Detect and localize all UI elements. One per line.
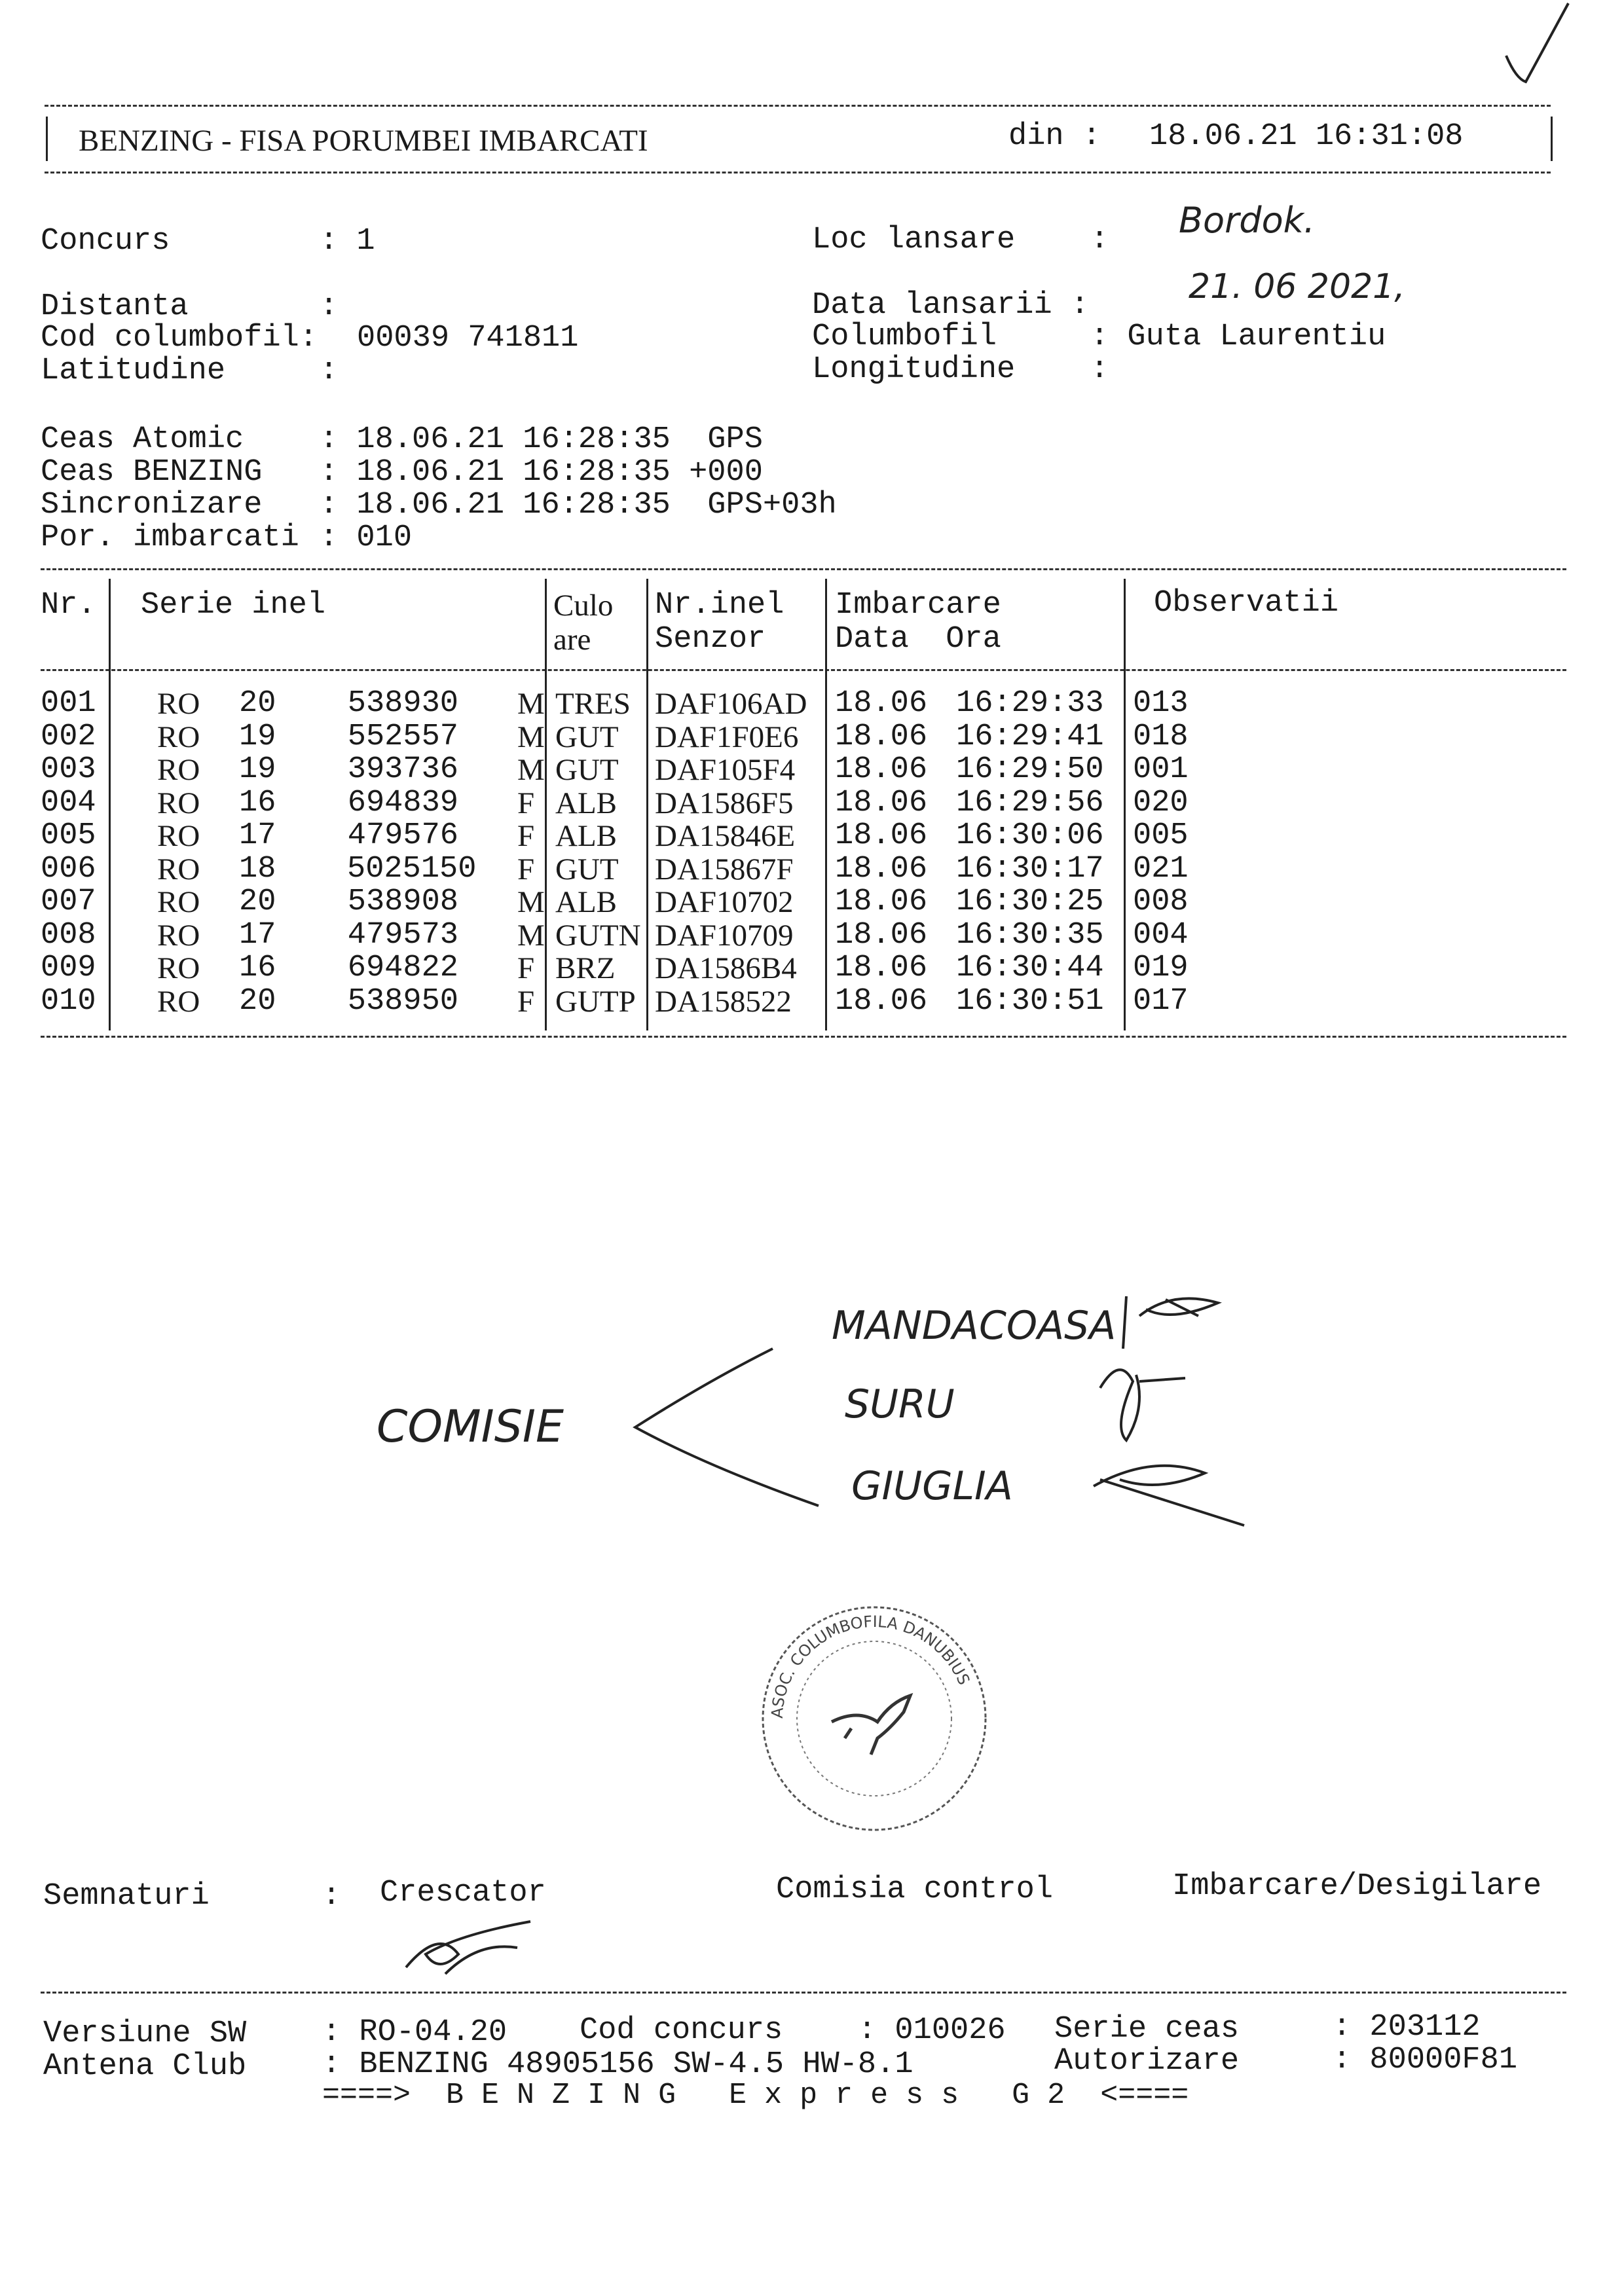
concurs-label: Concurs [41,224,170,259]
cell-time: 16:30:06 [956,818,1104,853]
cell-year: 20 [239,983,276,1019]
signature-scribbles [1022,1277,1283,1539]
col-header-culoare-2: are [553,623,591,657]
cell-ring: 694822 [347,951,458,985]
cell-color: GUT [555,852,619,886]
cell-obs: 019 [1133,951,1189,985]
distanta-label: Distanta [41,289,189,324]
association-stamp [753,1597,995,1840]
cell-sensor: DA158522 [655,984,792,1019]
cell-sex: M [517,753,545,787]
cell-date: 18.06 [835,719,928,754]
cell-obs: 017 [1133,983,1189,1019]
cell-sensor: DAF105F4 [655,753,796,787]
cell-sensor: DA15867F [655,852,794,886]
cell-color: GUTP [555,984,636,1019]
cell-country: RO [157,918,200,953]
cell-country: RO [157,720,200,754]
cell-year: 18 [239,851,276,886]
cell-date: 18.06 [835,818,928,853]
cell-time: 16:30:25 [956,884,1104,919]
cell-sex: M [517,885,545,919]
cell-country: RO [157,819,200,853]
cell-sex: M [517,687,545,721]
cell-time: 16:29:41 [956,719,1104,754]
cell-time: 16:29:50 [956,752,1104,787]
col-header-observatii: Observatii [1154,586,1339,621]
cell-time: 16:30:51 [956,983,1104,1019]
handwritten-name: GIUGLIA [851,1463,1013,1509]
data-lansarii-label: Data lansarii : [812,288,1090,323]
cell-nr: 009 [41,951,96,985]
cell-year: 19 [239,719,276,754]
cod-concurs-label: Cod concurs [580,2013,783,2048]
table-header-bottom-border [41,669,1566,671]
cell-time: 16:29:33 [956,686,1104,721]
cell-sex: M [517,918,545,953]
concurs-value: : 1 [320,224,375,259]
cell-sex: F [517,984,535,1019]
cell-obs: 008 [1133,884,1189,919]
latitudine-label: Latitudine [41,354,226,388]
cell-ring: 552557 [347,719,458,754]
distanta-value: : [320,289,339,324]
cell-nr: 006 [41,851,96,886]
cell-year: 19 [239,752,276,787]
col-header-serie: Serie inel [141,588,326,623]
loc-lansare-colon: : [1090,223,1109,257]
cell-date: 18.06 [835,851,928,886]
handwritten-name: MANDACOASA [832,1303,1116,1349]
cell-year: 20 [239,884,276,919]
cell-color: BRZ [555,951,616,985]
cell-nr: 004 [41,785,96,820]
cell-color: ALB [555,819,617,853]
cell-country: RO [157,951,200,985]
cell-color: ALB [555,885,617,919]
cell-nr: 007 [41,884,96,919]
loc-lansare-handwritten: Bordok. [1179,200,1316,241]
crescator-signature [399,1915,544,1987]
col-header-nr: Nr. [41,588,96,623]
cell-country: RO [157,984,200,1019]
clock-value: : 18.06.21 16:28:35 GPS+03h [320,488,837,522]
longitudine-label: Longitudine [812,352,1016,387]
bracket-arrow-icon [629,1322,825,1532]
col-header-culoare-1: Culo [553,589,614,623]
cell-nr: 005 [41,818,96,853]
cell-ring: 538950 [347,983,458,1019]
cell-ring: 538930 [347,686,458,721]
cell-ring: 538908 [347,884,458,919]
column-divider [545,579,547,1030]
checkmark-icon [1486,0,1578,92]
cell-sensor: DAF10702 [655,885,794,919]
serie-ceas-label: Serie ceas [1054,2012,1240,2047]
clock-label: Sincronizare [41,488,263,522]
col-header-imbarcare-2: Data Ora [835,622,1001,657]
cell-year: 20 [239,686,276,721]
footer-divider [41,1992,1566,1994]
cell-color: GUTN [555,918,641,953]
cell-date: 18.06 [835,917,928,953]
header-title: BENZING - FISA PORUMBEI IMBARCATI [79,124,648,158]
cell-date: 18.06 [835,752,928,787]
cell-obs: 018 [1133,719,1189,754]
column-divider [109,579,111,1030]
signature-imbarcare: Imbarcare/Desigilare [1172,1869,1542,1904]
cell-obs: 013 [1133,686,1189,721]
cell-sensor: DAF106AD [655,687,807,721]
header-left-border [46,117,48,161]
cell-date: 18.06 [835,686,928,721]
cell-year: 17 [239,818,276,853]
column-divider [646,579,648,1030]
cell-ring: 479573 [347,917,458,953]
cell-obs: 020 [1133,785,1189,820]
signature-comisia: Comisia control [776,1872,1054,1907]
cell-time: 16:30:17 [956,851,1104,886]
cell-country: RO [157,885,200,919]
latitudine-value: : [320,354,339,388]
cell-ring: 5025150 [347,851,477,886]
por-imbarcati-value: : 010 [320,520,413,555]
cell-time: 16:30:35 [956,917,1104,953]
cell-year: 16 [239,951,276,985]
autorizare-label: Autorizare [1054,2044,1240,2079]
longitudine-value: : [1090,352,1109,387]
cell-nr: 002 [41,719,96,754]
columbofil-value: : Guta Laurentiu [1090,319,1386,354]
signatures-label: Semnaturi [43,1879,210,1914]
cell-time: 16:30:44 [956,951,1104,985]
cod-columbofil-value: 00039 741811 [357,321,579,355]
cell-time: 16:29:56 [956,785,1104,820]
header-din-label: din : [1008,119,1101,154]
clock-label: Ceas BENZING [41,455,263,490]
cell-obs: 005 [1133,818,1189,853]
cell-country: RO [157,852,200,886]
handwritten-comisie: COMISIE [377,1401,564,1453]
cell-nr: 003 [41,752,96,787]
cell-obs: 004 [1133,917,1189,953]
cell-year: 17 [239,917,276,953]
cell-country: RO [157,786,200,820]
data-lansarii-handwritten: 21. 06 2021, [1189,267,1405,306]
cell-sex: F [517,819,535,853]
cell-ring: 479576 [347,818,458,853]
cell-sex: F [517,786,535,820]
serie-ceas-value: : 203112 [1333,2010,1481,2045]
col-header-imbarcare-1: Imbarcare [835,588,1001,623]
cell-color: TRES [555,687,631,721]
header-top-border [45,105,1551,107]
header-bottom-border [45,172,1551,173]
cell-sex: M [517,720,545,754]
cell-year: 16 [239,785,276,820]
cell-obs: 021 [1133,851,1189,886]
cell-color: GUT [555,720,619,754]
cell-ring: 393736 [347,752,458,787]
cell-sensor: DA1586B4 [655,951,797,985]
cell-obs: 001 [1133,752,1189,787]
cell-nr: 001 [41,686,96,721]
columbofil-label: Columbofil [812,319,997,354]
cell-date: 18.06 [835,983,928,1019]
svg-text:ASOC. COLUMBOFILA DANUBIUS: ASOC. COLUMBOFILA DANUBIUS [767,1612,974,1719]
header-right-border [1551,117,1553,161]
versiune-value: : RO-04.20 [322,2015,507,2050]
antena-label: Antena Club [43,2049,247,2084]
cell-date: 18.06 [835,951,928,985]
table-bottom-border [41,1036,1566,1038]
cell-nr: 008 [41,917,96,953]
antena-value: : BENZING 48905156 SW-4.5 HW-8.1 [322,2047,913,2082]
col-header-nrinel-1: Nr.inel [655,588,784,623]
benzing-express-banner: ====> B E N Z I N G E x p r e s s G 2 <==== [322,2079,1189,2112]
cell-sensor: DAF10709 [655,918,794,953]
cell-color: GUT [555,753,619,787]
clock-value: : 18.06.21 16:28:35 GPS [320,422,763,457]
por-imbarcati-label: Por. imbarcati [41,520,299,555]
cell-date: 18.06 [835,785,928,820]
cell-sensor: DAF1F0E6 [655,720,799,754]
versiune-label: Versiune SW [43,2016,247,2051]
clock-label: Ceas Atomic [41,422,244,457]
cell-color: ALB [555,786,617,820]
clock-value: : 18.06.21 16:28:35 +000 [320,455,763,490]
loc-lansare-label: Loc lansare [812,223,1016,257]
cell-country: RO [157,753,200,787]
autorizare-value: : 80000F81 [1333,2043,1518,2077]
cell-sex: F [517,852,535,886]
cell-country: RO [157,687,200,721]
header-din-value: 18.06.21 16:31:08 [1149,119,1464,154]
cell-date: 18.06 [835,884,928,919]
table-top-border [41,568,1566,570]
cell-sex: F [517,951,535,985]
column-divider [1124,579,1126,1030]
signature-crescator: Crescator [380,1876,546,1910]
cod-columbofil-label: Cod columbofil: [41,321,318,355]
signatures-colon: : [322,1879,341,1914]
cell-nr: 010 [41,983,96,1019]
column-divider [825,579,827,1030]
col-header-nrinel-2: Senzor [655,622,766,657]
cod-concurs-value: : 010026 [858,2013,1006,2048]
cell-sensor: DA15846E [655,819,796,853]
cell-ring: 694839 [347,785,458,820]
cell-sensor: DA1586F5 [655,786,794,820]
handwritten-name: SURU [845,1381,955,1427]
